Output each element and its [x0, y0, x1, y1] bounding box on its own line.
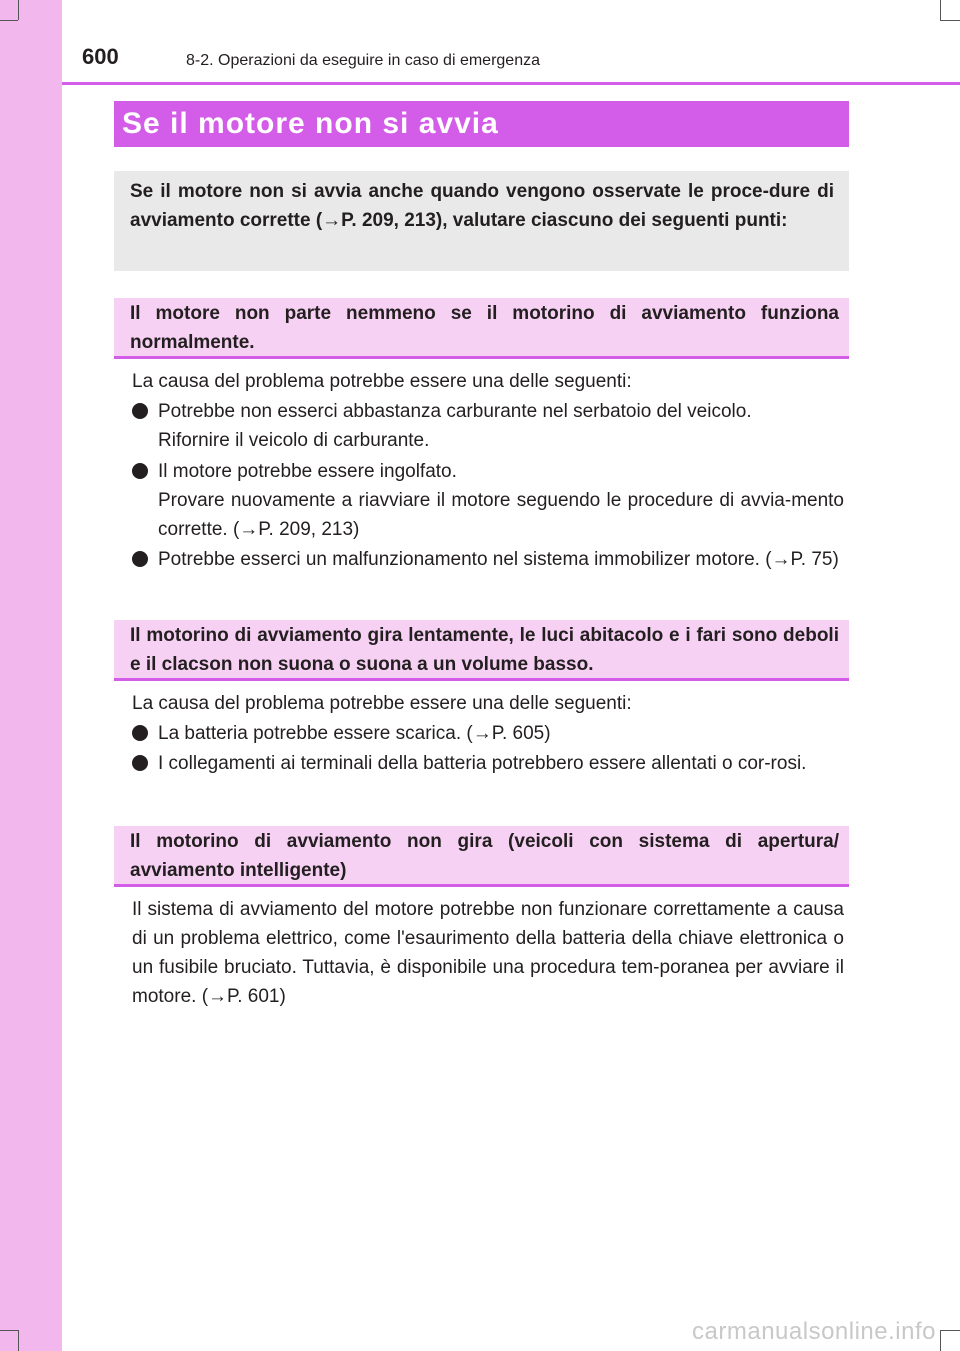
page-number: 600 [82, 44, 119, 69]
bullet-icon [132, 725, 148, 741]
crop-mark-bottom-right-h [940, 1330, 960, 1331]
bullet-icon [132, 403, 148, 419]
bullet-item [132, 545, 844, 574]
bullet-line-2: Rifornire il veicolo di carburante. [158, 430, 430, 451]
header-rule [62, 82, 960, 85]
crop-mark-top-right-v [940, 0, 941, 20]
crop-mark-bottom-left-v [18, 1330, 19, 1351]
chapter-title: 8-2. Operazioni da eseguire in caso di emergenza [186, 52, 540, 69]
bullet-icon [132, 755, 148, 771]
subheading-2: Il motorino di avviamento gira lentamente, le luci abitacolo e i fari sono deboli e il clacson non suona o suona a un volume basso. [114, 620, 849, 681]
bullet-item [132, 397, 844, 455]
side-tab-strip [0, 0, 62, 1351]
crop-mark-bottom-left-h [0, 1330, 18, 1331]
block-1-lead: La causa del problema potrebbe essere una delle seguenti: [132, 371, 632, 392]
subheading-1: Il motore non parte nemmeno se il motorino di avviamento funziona normalmente. [114, 298, 849, 359]
crop-mark-bottom-right-v [940, 1330, 941, 1351]
section-title: Se il motore non si avvia [114, 101, 849, 147]
watermark: carmanualsonline.info [692, 1318, 936, 1345]
bullet-item [132, 719, 844, 748]
bullet-line-1: Potrebbe non esserci abbastanza carburante nel serbatoio del veicolo. [158, 401, 752, 422]
bullet-item [132, 457, 844, 544]
bullet-item [132, 749, 844, 778]
crop-mark-top-right-h [940, 20, 960, 21]
crop-mark-top-left-v [18, 0, 19, 20]
bullet-icon [132, 551, 148, 567]
block-3-paragraph: Il sistema di avviamento del motore potrebbe non funzionare correttamente a causa di un problema elettrico, come l'esaurimento della batteria della chiave elettronica o un fusibile bruciato. Tuttavia, è disponibile una procedura tem-poranea per avviare il motore. (→P. 601) [132, 899, 844, 1007]
bullet-line-2: Provare nuovamente a riavviare il motore seguendo le procedure di avvia-mento corrette. (→P. 209, 213) [158, 490, 844, 540]
bullet-icon [132, 463, 148, 479]
bullet-line-1: Potrebbe esserci un malfunzionamento nel sistema immobilizer motore. (→P. 75) [158, 549, 839, 570]
intro-box: Se il motore non si avvia anche quando vengono osservate le proce-dure di avviamento corrette (→P. 209, 213), valutare ciascuno dei seguenti punti: [114, 171, 849, 271]
crop-mark-top-left-h [0, 20, 18, 21]
bullet-line-1: Il motore potrebbe essere ingolfato. [158, 461, 457, 482]
bullet-line-1: La batteria potrebbe essere scarica. (→P. 605) [158, 723, 551, 744]
block-2-lead: La causa del problema potrebbe essere una delle seguenti: [132, 693, 632, 714]
bullet-line-1: I collegamenti ai terminali della batteria potrebbero essere allentati o cor-rosi. [158, 753, 807, 774]
subheading-3: Il motorino di avviamento non gira (veicoli con sistema di apertura/ avviamento intelligente) [114, 826, 849, 887]
